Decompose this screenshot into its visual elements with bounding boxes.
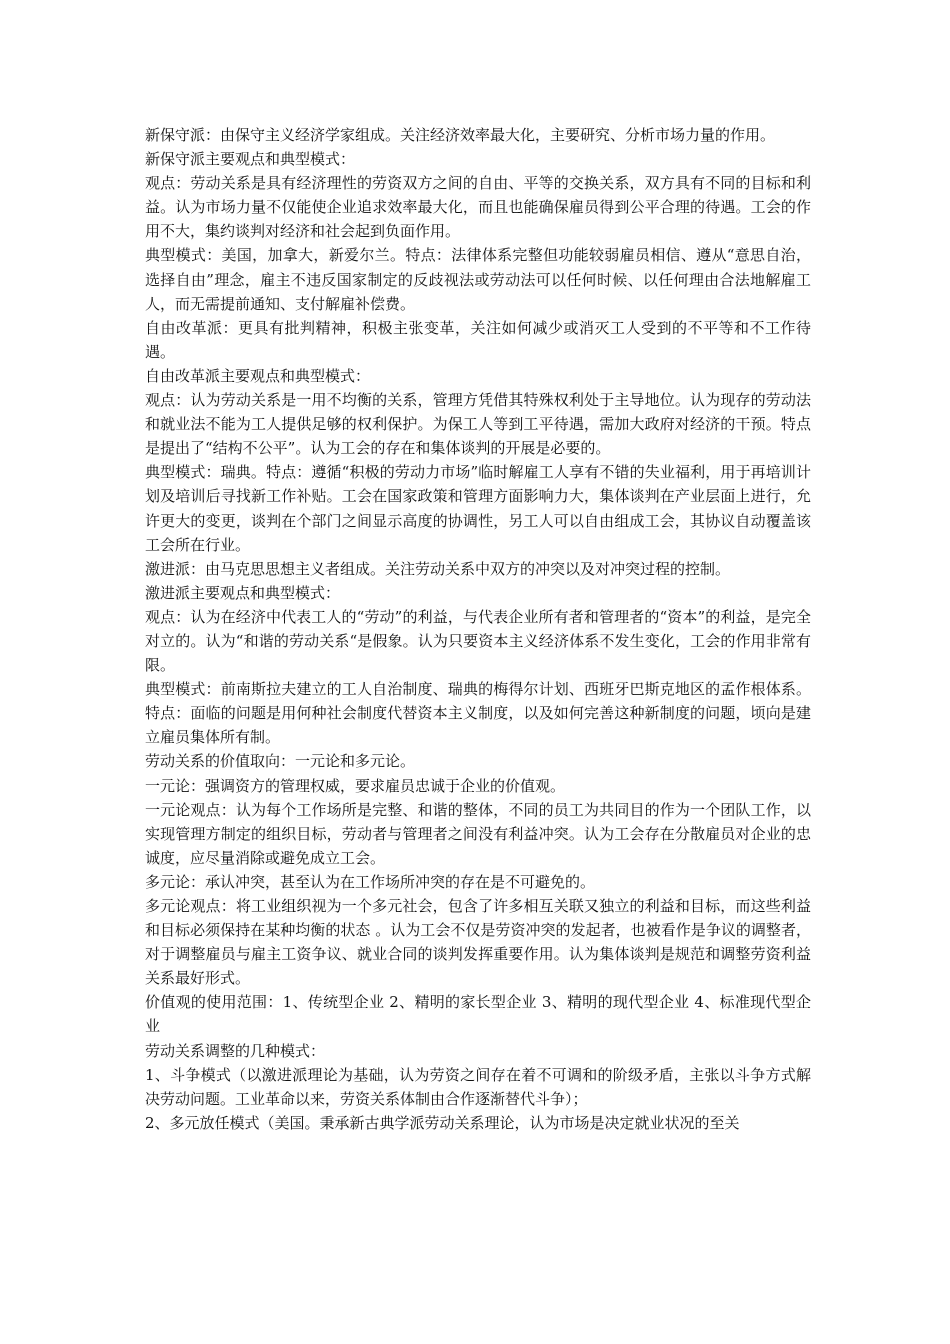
paragraph-unitarism-viewpoint: 一元论观点：认为每个工作场所是完整、和谐的整体，不同的员工为共同目的作为一个团队工作，以实现管理方制定的组织目标，劳动者与管理者之间没有利益冲突。认为工会存在分散雇员对企业的忠诚度，应尽量消除或避免成立工会。 [145,800,811,867]
paragraph-pluralism-viewpoint: 多元论观点：将工业组织视为一个多元社会，包含了许多相互关联又独立的利益和目标，而这些利益和目标必须保持在某种均衡的状态 。认为工会不仅是劳资冲突的发起者，也被看作是争议的调整者，对于调整雇员与雇主工资争议、就业合同的谈判发挥重要作用。认为集体谈判是规范和调整劳资利益关系最好形式。 [145,897,811,988]
heading-liberal-reform-views: 自由改革派主要观点和典型模式： [145,366,371,385]
paragraph-liberal-reform-viewpoint: 观点：认为劳动关系是一用不均衡的关系，管理方凭借其特殊权利处于主导地位。认为现存的劳动法和就业法不能为工人提供足够的权利保护。为保工人等到工平待遇，需加大政府对经济的干预。特点是提出了“结构不公平”。认为工会的存在和集体谈判的开展是必要的。 [145,391,811,458]
heading-radical-views: 激进派主要观点和典型模式： [145,583,341,602]
paragraph-value-scope: 价值观的使用范围：1、传统型企业 2、精明的家长型企业 3、精明的现代型企业 4、标准现代型企业 [145,993,811,1036]
paragraph-neo-conservative-viewpoint: 观点：劳动关系是具有经济理性的劳资双方之间的自由、平等的交换关系，双方具有不同的目标和利益。认为市场力量不仅能使企业追求效率最大化，而且也能确保雇员得到公平合理的待遇。工会的作用不大，集约谈判对经济和社会起到负面作用。 [145,174,811,241]
heading-neo-conservative-views: 新保守派主要观点和典型模式： [145,150,356,169]
paragraph-value-orientation: 劳动关系的价值取向：一元论和多元论。 [145,752,416,771]
document-page [145,123,811,1135]
list-item-pluralist-laissez-faire-model: 2、多元放任模式（美国。秉承新古典学派劳动关系理论，认为市场是决定就业状况的至关 [145,1113,740,1132]
paragraph-radical-viewpoint: 观点：认为在经济中代表工人的“劳动”的利益，与代表企业所有者和管理者的“资本”的利益，是完全对立的。认为“和谐的劳动关系“是假象。认为只要资本主义经济体系不发生变化，工会的作用非常有限。 [145,607,811,675]
list-item-struggle-model: 1、斗争模式（以激进派理论为基础，认为劳资之间存在着不可调和的阶级矛盾，主张以斗争方式解决劳动问题。工业革命以来，劳资关系体制由合作逐渐替代斗争）； [145,1065,811,1108]
heading-adjustment-models: 劳动关系调整的几种模式： [145,1041,326,1060]
paragraph-liberal-reform-definition: 自由改革派：更具有批判精神，积极主张变革，关注如何减少或消灭工人受到的不平等和不工作待遇。 [145,318,811,361]
paragraph-neo-conservative-definition: 新保守派：由保守主义经济学家组成。关注经济效率最大化，主要研究、分析市场力量的作用。 [145,126,776,144]
paragraph-radical-definition: 激进派：由马克思思想主义者组成。关注劳动关系中双方的冲突以及对冲突过程的控制。 [145,559,731,578]
paragraph-unitarism-definition: 一元论：强调资方的管理权威，要求雇员忠诚于企业的价值观。 [145,776,566,795]
paragraph-radical-model: 典型模式：前南斯拉夫建立的工人自治制度、瑞典的梅得尔计划、西班牙巴斯克地区的孟作根体系。特点：面临的问题是用何种社会制度代替资本主义制度，以及如何完善这种新制度的问题，顷向是建立雇员集体所有制。 [145,680,811,747]
paragraph-neo-conservative-model: 典型模式：美国，加拿大，新爱尔兰。特点：法律体系完整但功能较弱雇员相信、遵从“意思自治，选择自由”理念，雇主不违反国家制定的反歧视法或劳动法可以任何时候、以任何理由合法地解雇工人，而无需提前通知、支付解雇补偿费。 [145,246,811,313]
paragraph-liberal-reform-model: 典型模式：瑞典。特点：遵循“积极的劳动力市场”临时解雇工人享有不错的失业福利，用于再培训计划及培训后寻找新工作补贴。工会在国家政策和管理方面影响力大，集体谈判在产业层面上进行，允许更大的变更，谈判在个部门之间显示高度的协调性，另工人可以自由组成工会，其协议自动覆盖该工会所在行业。 [145,463,811,554]
paragraph-pluralism-definition: 多元论：承认冲突，甚至认为在工作场所冲突的存在是不可避免的。 [145,872,596,891]
